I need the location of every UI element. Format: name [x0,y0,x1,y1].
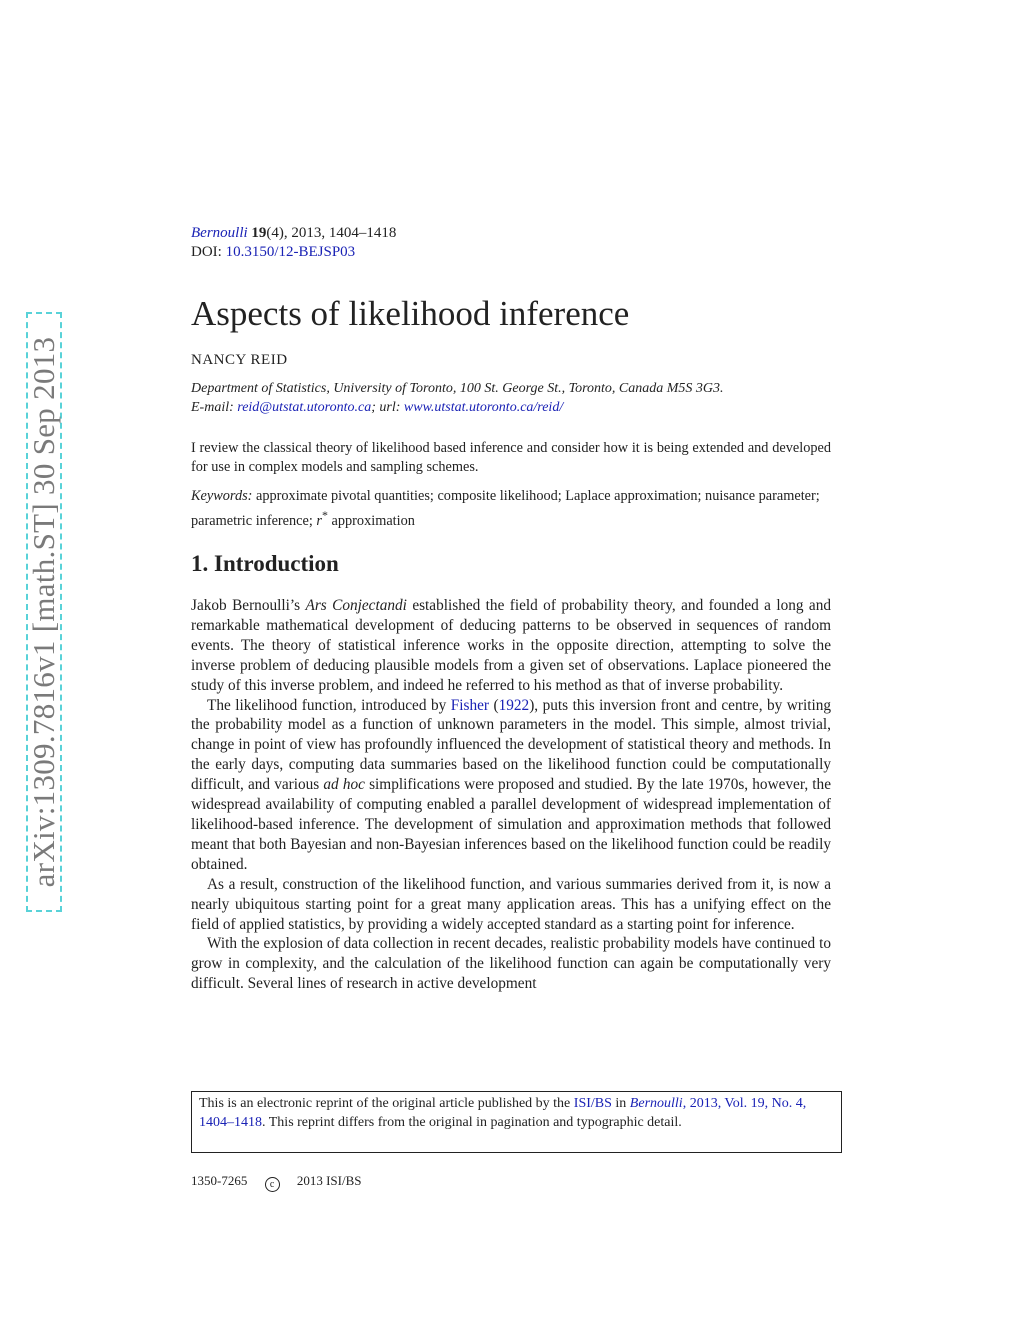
homepage-link[interactable]: www.utstat.utoronto.ca/reid/ [403,400,564,415]
p1-text-b: established the field of probability theory, and founded a long and remarkable mathematical development of deducing patterns to be observed in sequences of random events. The theory of statistical inference works in the opposite direction, attempting to solve the inverse problem of deducing plausible models from a given set of observations. Laplace pioneered the study of this inverse problem, and indeed he referred to his method as that of inverse probability. [191,597,832,694]
reprint-text-b: . This reprint differs from the original in pagination and typographic detail. [262,1114,682,1130]
p2-ad-hoc: ad hoc [323,776,365,794]
p2-cite-close: ), [529,696,539,714]
email-link[interactable]: reid@utstat.utoronto.ca [237,400,372,415]
journal-issue-pages: (4), 2013, 1404–1418 [266,225,397,241]
fisher-year-link[interactable]: 1922 [498,696,530,714]
section-heading [191,549,831,579]
reprint-comma: , [682,1096,687,1111]
doi-line [191,243,831,261]
paragraph-3: As a result, construction of the likelihood function, and various summaries derived from it, is now a nearly ubiquitous starting point for a great many application areas. This has a unifying effect on the field of applied statistics, by providing a widely accepted standard as a starting point for inference. [191,875,831,933]
page-footer [191,1173,376,1192]
body-text [191,596,831,994]
copyright-text: 2013 ISI/BS [296,1173,362,1188]
reprint-in: in [615,1096,627,1111]
journal-citation [191,224,831,242]
reprint-citation-link[interactable]: 2013, Vol. 19, No. 4, 1404–1418 [199,1096,807,1130]
author-name: NANCY REID [191,352,288,368]
p2-text-a: The likelihood function, introduced by [207,696,447,714]
journal-link[interactable]: Bernoulli [191,225,248,241]
url-label: ; url: [371,400,401,415]
contact-line [191,399,831,417]
reprint-text-a: This is an electronic reprint of the original article published by the [199,1096,571,1111]
author-affiliation: Department of Statistics, University of Toronto, 100 St. George St., Toronto, Canada M5S 3G3. [191,381,724,396]
copyright-icon: c [265,1177,280,1192]
journal-volume: 19 [251,225,267,241]
issn: 1350-7265 [191,1173,248,1188]
section-number: 1. [191,551,209,576]
doi-link[interactable]: 10.3150/12-BEJSP03 [225,244,356,260]
email-label: E-mail: [191,400,234,415]
p2-text-c: simplifications were proposed and studied. By the late 1970s, however, the widespread availability of computing enabled a parallel development of widespread implementation of likelihood-based inference. The development of simulation and approximation methods that followed meant that both Bayesian and non-Bayesian inferences based on the likelihood function could be readily obtained. [191,776,831,873]
p1-book-title: Ars Conjectandi [305,597,407,614]
paragraph-1 [191,596,831,696]
reprint-journal-link[interactable]: Bernoulli [629,1096,683,1111]
keywords [191,487,831,530]
paragraph-4: With the explosion of data collection in recent decades, realistic probability models have continued to grow in complexity, and the calculation of the likelihood function can again be computationally very difficult. Several lines of research in active development [191,935,831,993]
keywords-text: approximate pivotal quantities; composite likelihood; Laplace approximation; nuisance parameter; parametric inference; [191,488,820,529]
p1-text-a: Jakob Bernoulli’s [191,597,301,614]
arxiv-side-stamp [26,312,62,912]
keywords-r: r [316,512,322,529]
arxiv-identifier: arXiv:1309.7816v1 [math.ST] 30 Sep 2013 [26,336,61,888]
abstract: I review the classical theory of likelihood based inference and consider how it is being extended and developed for use in complex models and sampling schemes. [191,440,831,475]
doi-label: DOI: [191,244,222,260]
paper-title: Aspects of likelihood inference [191,294,630,333]
p2-cite-open: ( [493,696,499,714]
p2-text-b: puts this inversion front and centre, by writing the probability model as a function of unknown parameters in the model. This simple, almost trivial, change in point of view has profoundly influenced the development of statistical theory and methods. In the early days, computing data summaries based on the likelihood function could be computationally difficult, and various [191,696,831,794]
keywords-tail: approximation [331,512,415,529]
isibs-link[interactable]: ISI/BS [573,1096,612,1111]
section-title: Introduction [214,551,339,576]
paragraph-2 [191,696,831,875]
fisher-citation-link[interactable]: Fisher [450,696,489,714]
keywords-label: Keywords: [191,488,253,504]
reprint-notice [191,1091,842,1153]
keywords-star: * [322,507,328,522]
